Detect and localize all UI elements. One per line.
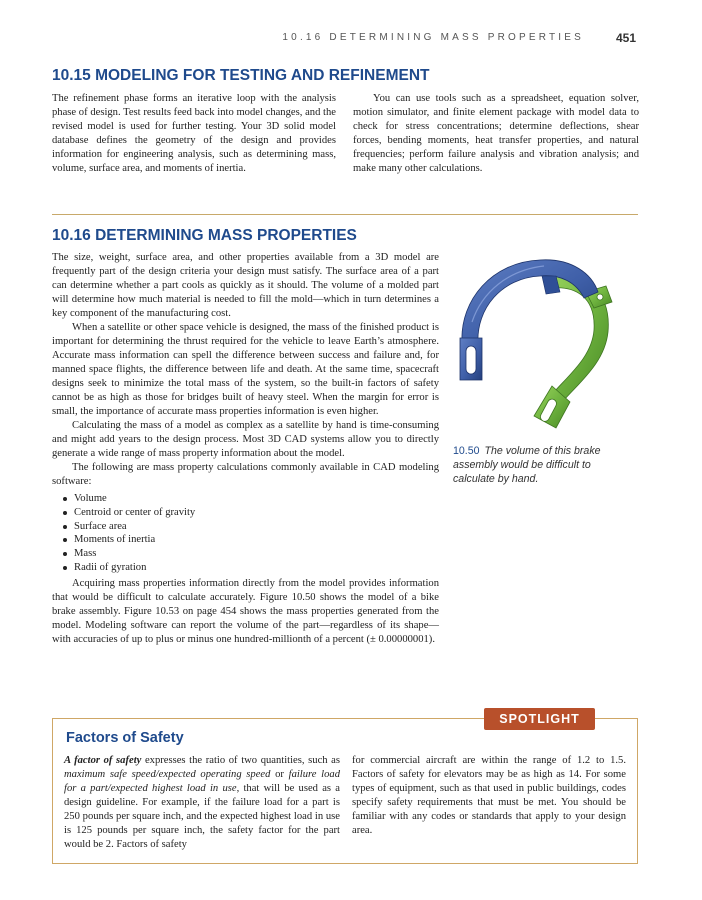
spotlight-left-paragraph [64,754,340,852]
section-1016-paragraph: The size, weight, surface area, and other properties available from a 3D model are frequently part of the design criteria your design must satisfy. The surface area of a part can determine whether a part cools as quickly as it should. The volume of a molded part will determine how much material is needed to fill the mold—which in turn determines a key component of the manufacturing cost. [52,252,439,319]
list-item: Volume [52,492,439,506]
brake-assembly-illustration [452,252,632,440]
section-1016-paragraph: The following are mass property calculations commonly available in CAD modeling software: [52,462,439,487]
spotlight-title: Factors of Safety [66,730,184,746]
list-item: Radii of gyration [52,561,439,575]
page-number: 451 [615,31,636,45]
section-1015-heading: 10.15 MODELING FOR TESTING AND REFINEMENT [52,67,430,84]
list-item: Surface area [52,520,439,534]
spotlight-badge: SPOTLIGHT [484,708,595,730]
figure-caption [453,444,633,486]
spotlight-emphasis: maximum safe speed/expected operating speed [64,769,271,780]
spotlight-text: or [270,769,289,780]
spotlight-text: that will be used as a design guideline. For example, if the failure load for a part is 250 pounds per square inch, and the expected highest load in use is 125 pounds per square inch, the safety factor for the part would be 2. Factors of safety [64,783,340,850]
list-item: Mass [52,547,439,561]
spotlight-right-paragraph: for commercial aircraft are within the range of 1.2 to 1.5. Factors of safety for elevators may be as high as 14. For some types of equipment, such as that used in public buildings, codes specify safety requirements that must be met. You should be familiar with any codes or standards that apply to your design area. [352,755,626,836]
running-head-section: 10.16 DETERMINING MASS PROPERTIES [282,32,584,43]
spotlight-left-column [64,754,340,852]
figure-caption-text: The volume of this brake assembly would be difficult to calculate by hand. [453,445,601,485]
list-item: Moments of inertia [52,533,439,547]
mass-property-list [52,492,439,575]
spotlight-right-column [352,754,626,838]
running-head [56,32,636,48]
section-1016-body [52,251,439,647]
section-1015-right-paragraph: You can use tools such as a spreadsheet, equation solver, motion simulator, and finite element package with model data to check for stress concentrations; determine deflections, shear forces, bending moments, heat transfer properties, and natural frequencies; perform failure analysis and vibration analysis; and make many other calculations. [353,93,639,174]
section-1015-left-column [52,92,336,176]
section-1016-heading: 10.16 DETERMINING MASS PROPERTIES [52,227,357,244]
spotlight-term: A factor of safety [64,755,142,766]
list-item: Centroid or center of gravity [52,506,439,520]
section-1015-left-paragraph: The refinement phase forms an iterative loop with the analysis phase of design. Test results feed back into model changes, and the revised model is used for further testing. Your 3D solid model database defines the geometry of the design and provides information for engineering analysis, such as determining mass, volume, surface area, and moments of inertia. [52,93,336,174]
figure-number: 10.50 [453,445,480,457]
section-1015-right-column [353,92,639,176]
spotlight-text: expresses the ratio of two quantities, such as [141,755,341,766]
section-divider-rule [52,214,638,215]
brake-assembly-figure [452,252,632,440]
section-1016-paragraph: When a satellite or other space vehicle is designed, the mass of the finished product is important for determining the thrust required for the vehicle to leave Earth’s atmosphere. Accurate mass information can spell the difference between success and failure and, for manned space flights, the difference between life and death. At the same time, spacecraft designs seek to minimize the total mass of the system, so the built-in factors of safety cannot be as high as those for bridges built of heavy steel. When the margin for error is small, the importance of accurate mass properties information is even higher. [52,322,439,417]
section-1016-closing-paragraph: Acquiring mass properties information directly from the model provides information that would be difficult to calculate accurately. Figure 10.50 shows the model of a bike brake assembly. Figure 10.53 on page 454 shows the mass properties generated from the model. Modeling software can report the volume of the part—regardless of its shape—with accuracies of up to plus or minus one hundred-millionth of a percent (± 0.00000001). [52,577,439,645]
spotlight-emphasis: failure load for a part/expected highest load in use, [64,769,340,794]
section-1016-paragraph: Calculating the mass of a model as complex as a satellite by hand is time-consuming and might add years to the design process. Most 3D CAD systems allow you to directly generate a wide range of mass property information about the model. [52,420,439,459]
